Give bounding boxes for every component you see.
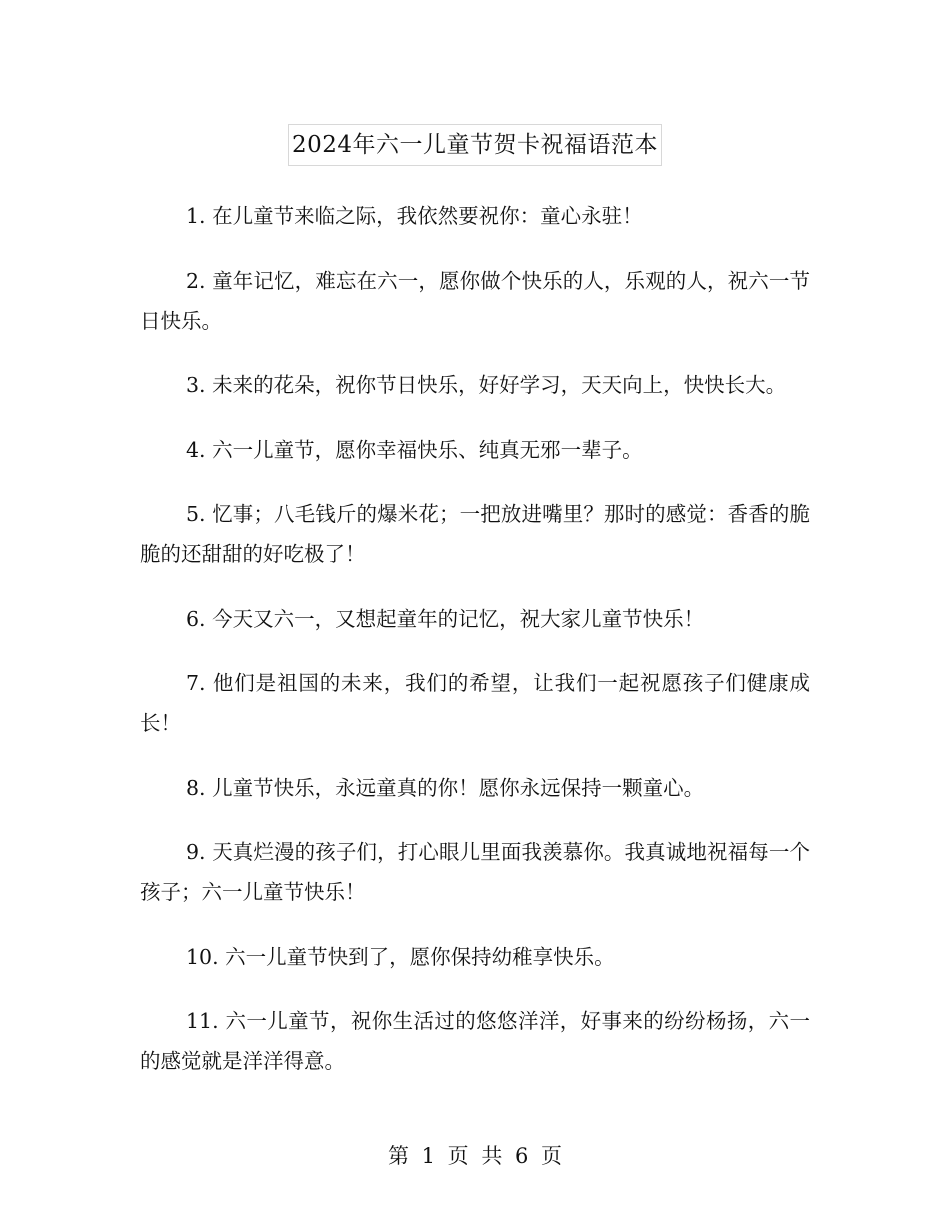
blessing-item-1: 1. 在儿童节来临之际，我依然要祝你：童心永驻！: [186, 204, 643, 228]
blessing-item-5: 5. 忆事；八毛钱斤的爆米花；一把放进嘴里？那时的感觉：香香的脆脆的还甜甜的好吃极了！: [140, 502, 810, 566]
blessing-item-9: 9. 天真烂漫的孩子们，打心眼儿里面我羡慕你。我真诚地祝福每一个孩子；六一儿童节快乐！: [140, 840, 810, 904]
blessing-item-4: 4. 六一儿童节，愿你幸福快乐、纯真无邪一辈子。: [186, 437, 643, 462]
document-title: 2024年六一儿童节贺卡祝福语范本: [288, 124, 662, 166]
page-number-footer: 第 1 页 共 6 页: [387, 1144, 563, 1168]
blessing-item-2: 2. 童年记忆，难忘在六一，愿你做个快乐的人，乐观的人，祝六一节日快乐。: [140, 268, 810, 333]
blessing-item-7: 7. 他们是祖国的未来，我们的希望，让我们一起祝愿孩子们健康成长！: [140, 671, 810, 735]
blessing-list: [140, 196, 810, 1106]
blessing-item-11: 11. 六一儿童节，祝你生活过的悠悠洋洋，好事来的纷纷杨扬，六一的感觉就是洋洋得意。: [140, 1009, 810, 1073]
blessing-item-10: 10. 六一儿童节快到了，愿你保持幼稚享快乐。: [186, 944, 615, 969]
title-container: [0, 124, 950, 166]
blessing-item-3: 3. 未来的花朵，祝你节日快乐，好好学习，天天向上，快快长大。: [186, 373, 787, 397]
blessing-item-6: 6. 今天又六一，又想起童年的记忆，祝大家儿童节快乐！: [186, 606, 705, 631]
blessing-item-8: 8. 儿童节快乐，永远童真的你！愿你永远保持一颗童心。: [186, 775, 705, 800]
